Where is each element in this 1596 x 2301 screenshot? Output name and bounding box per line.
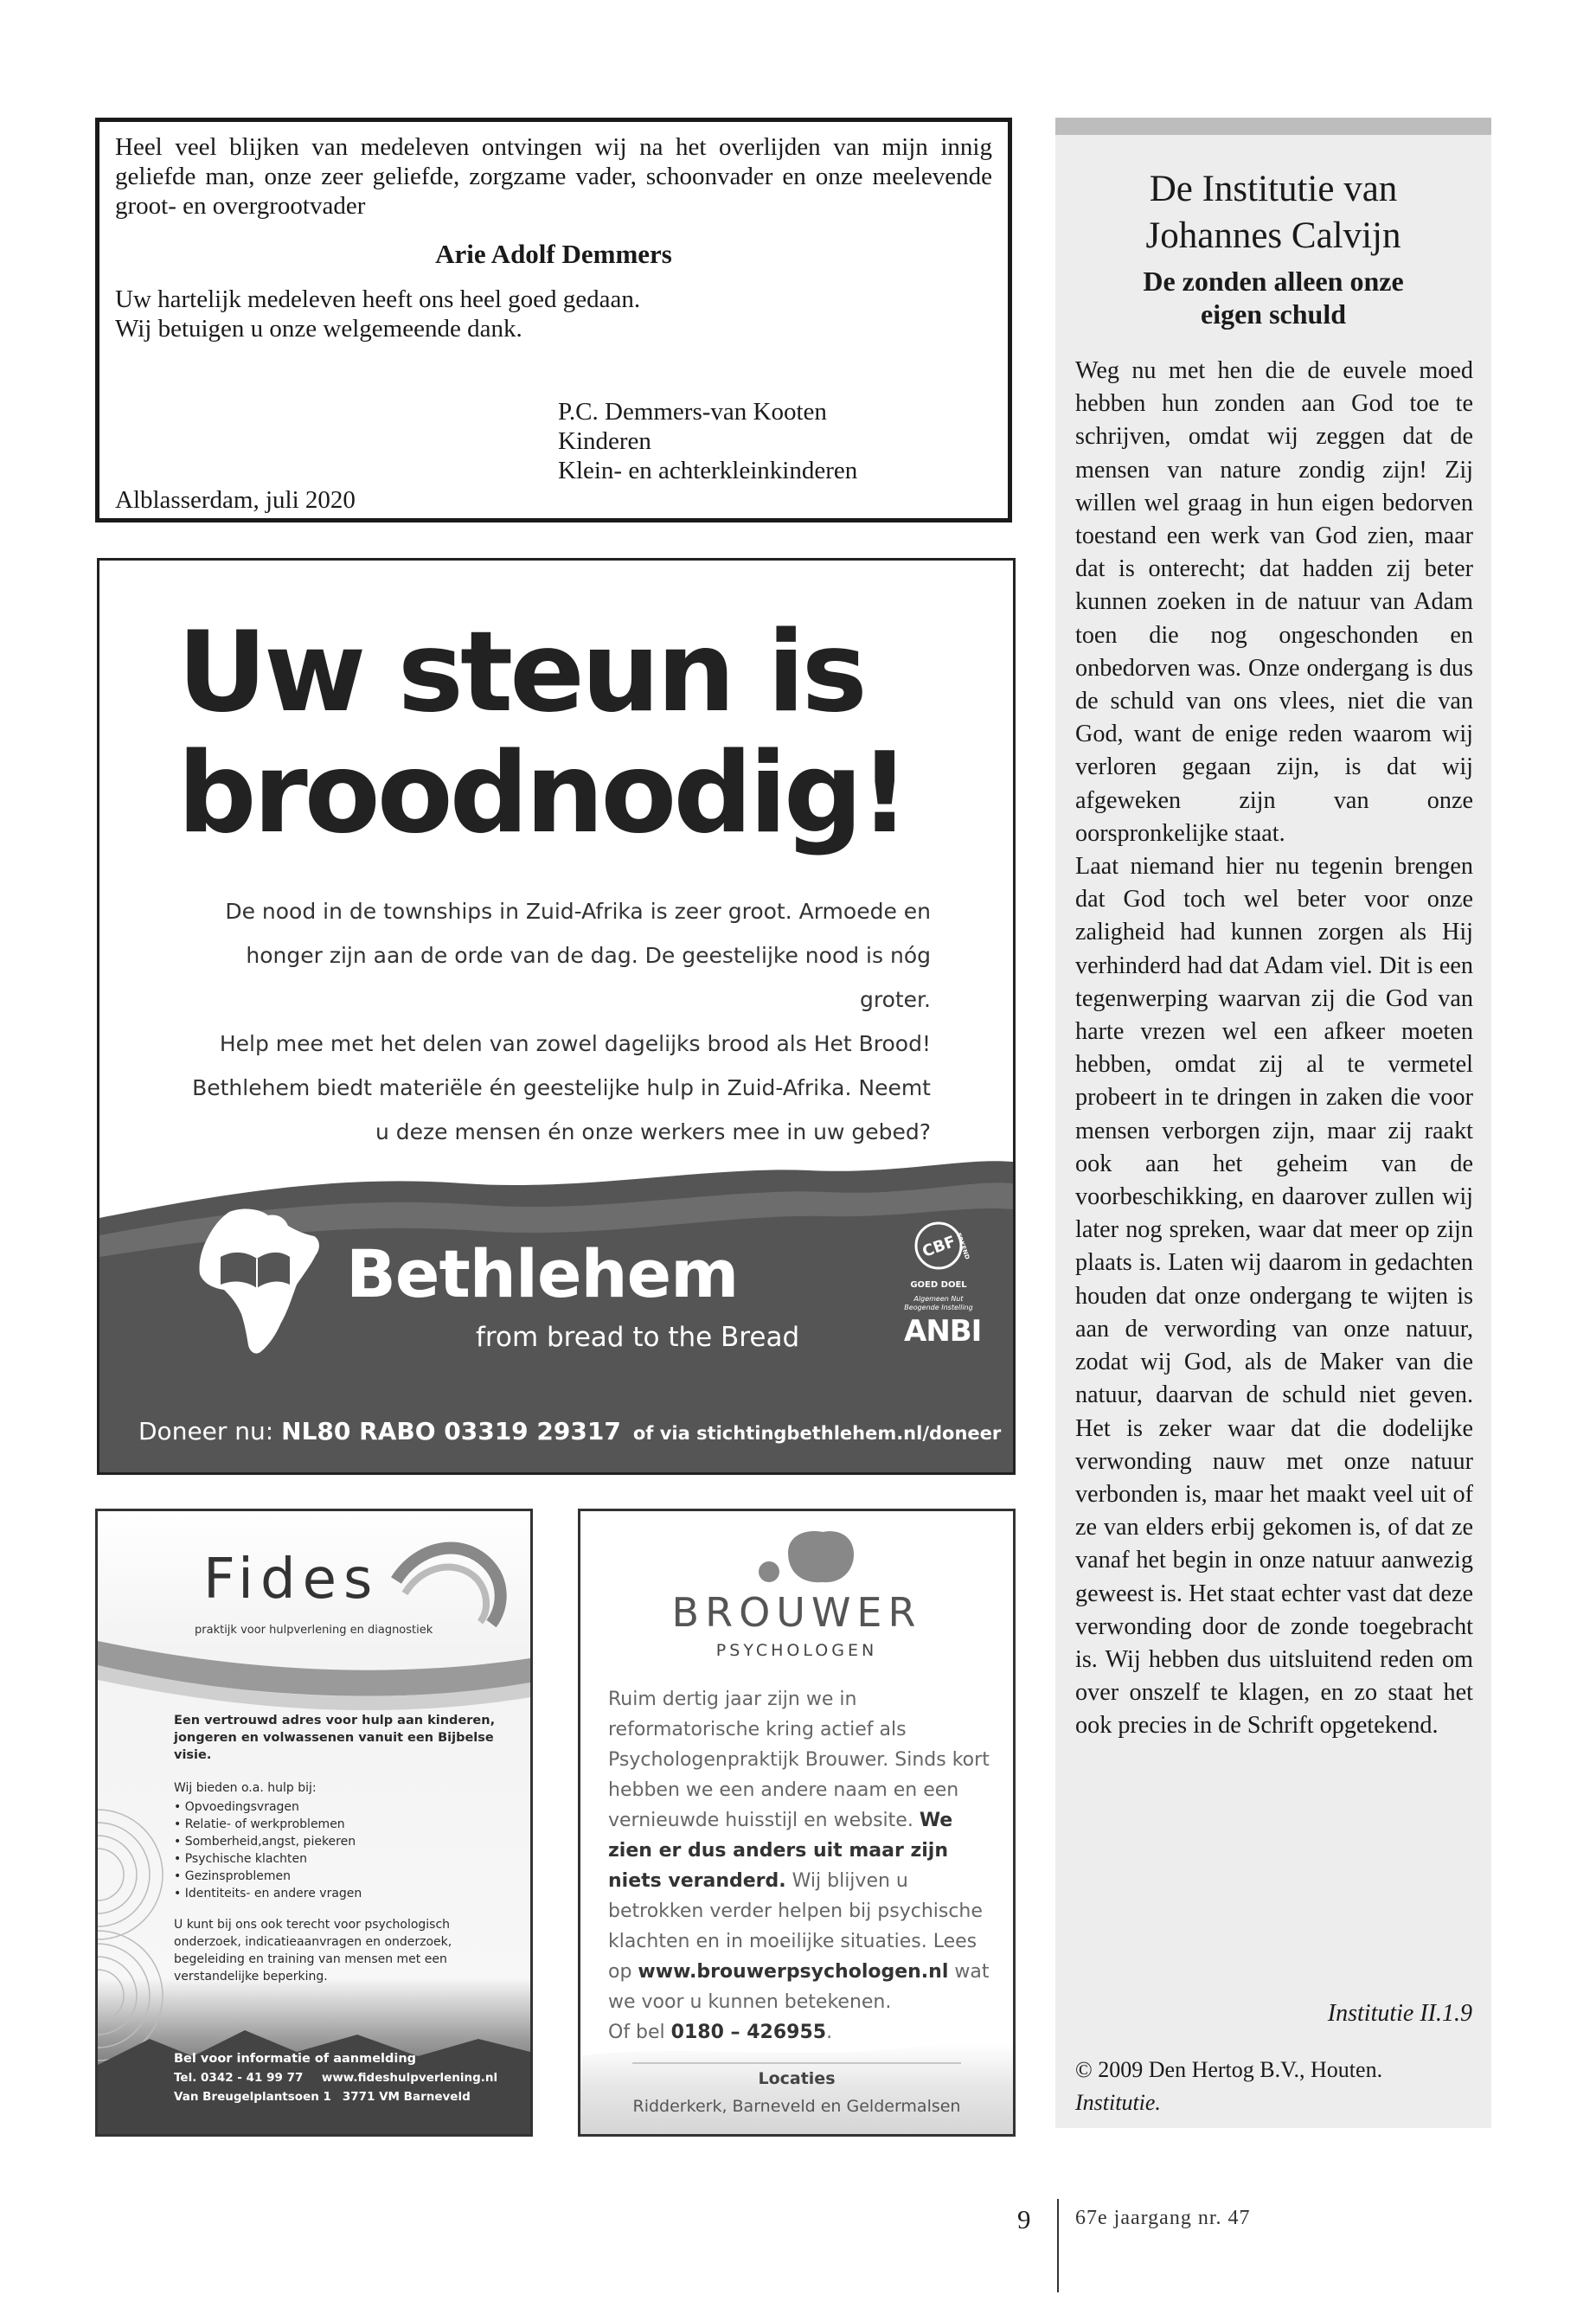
fides-postcode: 3771 VM Barneveld [342,2090,471,2104]
brouwer-logo-icon [753,1527,866,1587]
notice-thanks [115,285,992,343]
list-item: • Gezinsproblemen [174,1868,520,1885]
bethlehem-ad [97,558,1016,1475]
condolence-notice [95,118,1012,522]
subtitle-line-2: eigen schuld [1200,298,1347,330]
brouwer-text-bold: We zien er dus anders uit maar zijn niets veranderd. [608,1810,953,1892]
badge-goed-doel: GOED DOEL [910,1280,967,1290]
badge-alg-line: Beogende Instelling [904,1304,973,1311]
title-line-1: De Institutie van [1149,169,1398,209]
list-item: • Somberheid,angst, piekeren [174,1833,520,1850]
body-line: honger zijn aan de orde van de dag. De geestelijke nood is nóg groter. [246,943,931,1012]
fides-address: Van Breugelplantsoen 1 [174,2090,331,2104]
bethlehem-logo-name: Bethlehem [346,1235,739,1312]
headline-line-2: broodnodig! [177,729,907,858]
brouwer-phone-label: Of bel [608,2022,671,2043]
fides-phone[interactable]: Tel. 0342 - 41 99 77 [174,2071,304,2085]
signer: Kinderen [558,427,651,455]
page-number: 9 [1017,2204,1031,2234]
fides-contact-heading: Bel voor informatie of aanmelding [174,2052,417,2066]
copyright-line: © 2009 Den Hertog B.V., Houten. [1075,2057,1383,2082]
deceased-name: Arie Adolf Demmers [435,239,672,269]
paragraph: Weg nu met hen die de euvele moed hebben hun zonden aan God toe te schrijven, omdat wij zeggen dat de mensen van nature zondig zijn! Zij willen wel graag in hun eigen bedorven toestand een werk van God zien, maar dat is onterecht; dat hadden zij beter kunnen zoeken in de natuur van Adam toen die nog ongeschonden en onbedorven was. Onze ondergang is dus de schuld van ons vlees, niet die van God, want de enige reden waarom wij verloren gegaan zijn, is dat wij afgeweken zijn van onze oorspronkelijke staat. [1075,357,1473,847]
copyright-book: Institutie. [1075,2090,1161,2115]
brouwer-website[interactable]: www.brouwerpsychologen.nl [638,1961,949,1983]
fides-extra: U kunt bij ons ook terecht voor psychologisch onderzoek, indicatieaanvragen en onderzoek, begeleiding en training van mensen met een verstandelijke beperking. [174,1918,452,1984]
subtitle-line-1: De zonden alleen onze [1143,266,1404,297]
cbf-label: CBF [920,1232,958,1261]
badge-anbi: ANBI [904,1314,982,1349]
brouwer-text-part: wat we voor u kunnen betekenen. [608,1961,990,2013]
title-line-2: Johannes Calvijn [1145,215,1401,256]
paragraph: Laat niemand hier nu tegenin brengen dat God toch wel beter voor onze zaligheid had kunnen zorgen als Hij verhinderd had dat Adam viel. Dit is een tegenwerping waarvan zij die God van harte vrezen wel een afkeer moeten hebben, omdat zij al te vermetel probeert in te dringen in zaken die voor mensen verborgen zijn, maar zij raakt ook aan het geheim van de voorbeschikking, en daarover zullen wij later nog spreken, waar dat meer op zijn plaats is. Laten wij daarom in gedachten houden dat onze ondergang te wijten is aan de verwording van onze natuur, zodat wij God, als de Maker van die natuur, daarvan de schuld niet geven. Het is zeker waar dat die dodelijke verwonding nauw met onze natuur verbonden is, maar het maakt veel uit of ze van elders erbij gekomen is, of dat ze vanaf het begin in onze natuur aanwezig geweest is. Het staat echter vast dat deze verwonding door de zonde toegebracht is. Wij hebben dus uitsluitend reden om over onszelf te klagen, en zo staat het ook precies in de Schrift opgetekend. [1075,853,1473,1740]
list-item: • Relatie- of werkproblemen [174,1816,520,1833]
column-subtitle [1055,265,1491,330]
ad-headline [177,608,907,858]
brouwer-ad [578,1509,1016,2137]
signer: Klein- en achterkleinkinderen [558,457,858,484]
badge-alg-line: Algemeen Nut [913,1295,964,1303]
brouwer-text-part: Wij blijven u betrokken verder helpen bij psychische klachten en in moeilijke situaties. Lees op [608,1870,983,1983]
calvin-column [1055,118,1491,2128]
donate-label: Doneer nu: [138,1417,282,1445]
body-line: Help mee met het delen van zowel dagelijks brood als Het Brood! [219,1031,931,1056]
donate-line [138,1417,1001,1445]
fides-subtitle: praktijk voor hulpverlening en diagnostiek [195,1624,433,1637]
fides-lead: Een vertrouwd adres voor hulp aan kinderen, jongeren en volwassenen vanuit een Bijbelse visie. [174,1714,496,1762]
africa-logo-icon [195,1205,324,1361]
thanks-line-2: Wij betuigen u onze welgemeende dank. [115,315,522,343]
brouwer-phone-end: . [826,2022,833,2043]
brouwer-text-part: Ruim dertig jaar zijn we in reformatorische kring actief als Psychologenpraktijk Brouwer. Sinds kort hebben we een andere naam en een vernieuwde huisstijl en website. [608,1689,990,1831]
donate-link[interactable]: of via stichtingbethlehem.nl/doneer [632,1423,1002,1444]
body-line: u deze mensen én onze werkers mee in uw gebed? [375,1119,931,1144]
brouwer-text [608,1684,997,2048]
issue-info: 67e jaargang nr. 47 [1075,2207,1251,2229]
list-item: • Psychische klachten [174,1850,520,1868]
body-line: De nood in de townships in Zuid-Afrika is zeer groot. Armoede en [225,899,931,924]
list-item: • Identiteits- en andere vragen [174,1885,520,1902]
notice-place-date: Alblasserdam, juli 2020 [115,486,356,514]
brouwer-logo-name: BROUWER [671,1589,922,1636]
brouwer-locations-title: Locaties [758,2069,836,2088]
cbf-seal-icon [904,1218,973,1273]
brouwer-subtitle: PSYCHOLOGEN [715,1641,878,1660]
cbf-anbi-badge [904,1218,982,1349]
notice-intro: Heel veel blijken van medeleven ontvingen wij na het overlijden van mijn innig geliefde man, onze zeer geliefde, zorgzame vader, schoonvader en onze meelevende groot- en overgrootvader [115,133,992,220]
footer-divider [1057,2199,1059,2292]
notice-signers [558,397,857,485]
fides-website[interactable]: www.fideshulpverlening.nl [321,2071,498,2085]
thanks-line-1: Uw hartelijk medeleven heeft ons heel goed gedaan. [115,285,641,313]
donate-iban: NL80 RABO 03319 29317 [281,1417,621,1445]
badge-anbi-description [904,1295,973,1312]
column-body [1075,355,1473,1743]
signer: P.C. Demmers-van Kooten [558,398,827,426]
column-copyright [1075,2054,1382,2119]
fides-contact [174,2049,533,2106]
ad-body [170,889,931,1154]
column-source: Institutie II.1.9 [1327,2000,1472,2027]
brouwer-phone[interactable]: 0180 – 426955 [670,2022,827,2043]
column-title [1055,166,1491,260]
list-item: • Opvoedingsvragen [174,1798,520,1816]
body-line: Bethlehem biedt materiële én geestelijke hulp in Zuid-Afrika. Neemt [192,1075,931,1100]
bethlehem-tagline: from bread to the Bread [476,1322,800,1353]
fides-services-list [174,1798,520,1902]
brouwer-locations: Ridderkerk, Barneveld en Geldermalsen [632,2097,961,2116]
fides-ad [95,1509,533,2137]
cbf-erkend-label: ERKEND [954,1232,971,1261]
fides-logo-name: Fides [203,1548,380,1612]
fides-offer-intro: Wij bieden o.a. hulp bij: [174,1781,317,1795]
headline-line-1: Uw steun is [177,608,864,737]
fides-content [174,1712,520,1985]
